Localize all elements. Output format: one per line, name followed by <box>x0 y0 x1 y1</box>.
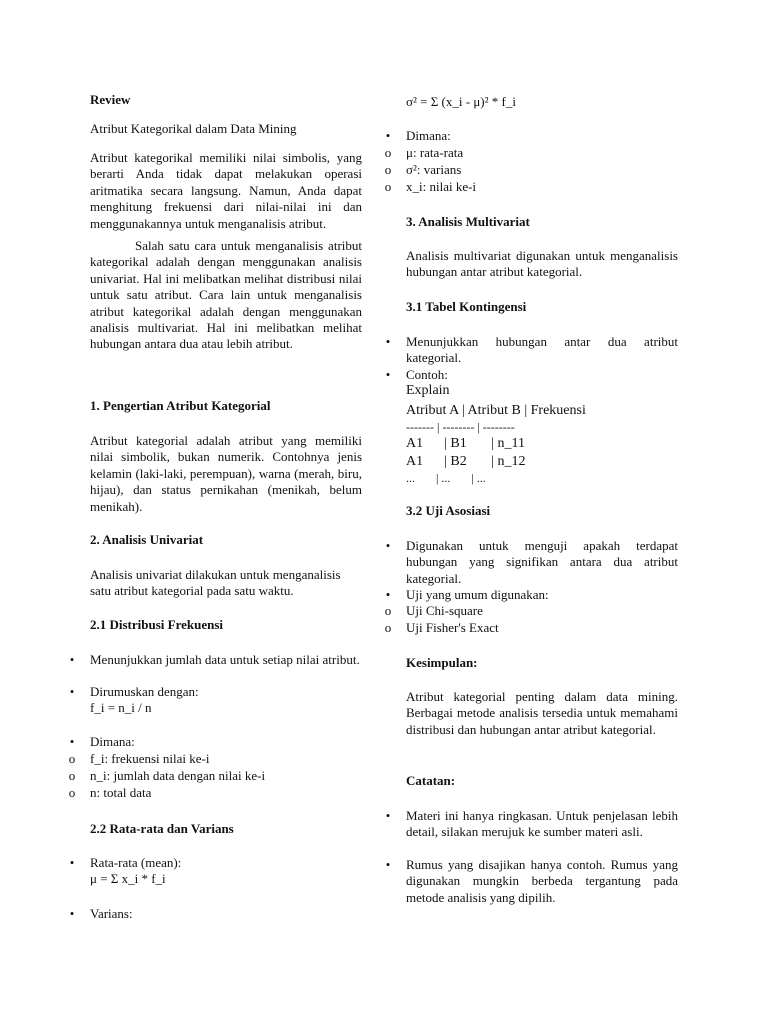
bullet-marker: • <box>385 334 391 349</box>
sub-list-item <box>384 145 678 161</box>
sub-list-item-text: σ²: varians <box>406 162 462 177</box>
list-item <box>69 652 362 668</box>
section-heading-2-1: 2.1 Distribusi Frekuensi <box>90 617 224 632</box>
list-item <box>385 808 678 841</box>
section-heading-3-2: 3.2 Uji Asosiasi <box>406 503 491 518</box>
sub-list-item-text: μ: rata-rata <box>406 145 464 160</box>
list-item <box>385 587 678 603</box>
list-item <box>385 128 678 144</box>
list-item-text: Digunakan untuk menguji apakah terdapat hubungan yang signifikan antara dua atribut kategorial. <box>406 538 678 586</box>
sub-list-item-text: f_i: frekuensi nilai ke-i <box>90 751 210 766</box>
list-item <box>385 538 678 587</box>
bullet-marker: • <box>385 857 391 872</box>
bullet-marker: • <box>69 684 75 699</box>
list-item <box>69 855 362 888</box>
circle-marker: o <box>384 145 392 160</box>
list-item-text: Dimana: <box>406 128 451 143</box>
table-row: A1 | B1 | n_11 <box>406 436 526 451</box>
list-item <box>385 334 678 367</box>
bullet-marker: • <box>385 128 391 143</box>
paragraph-multivariat: Analisis multivariat digunakan untuk menganalisis hubungan antar atribut kategorial. <box>406 248 678 280</box>
table-separator-row: ------- | -------- | -------- <box>406 420 515 434</box>
sub-list-item <box>384 162 678 178</box>
bullet-marker: • <box>69 906 75 921</box>
section-heading-3-1: 3.1 Tabel Kontingensi <box>406 299 527 314</box>
sub-list-item-text: x_i: nilai ke-i <box>406 179 477 194</box>
review-heading: Review <box>90 92 131 107</box>
table-row: ... | ... | ... <box>406 471 486 485</box>
list-item-text: Rumus yang disajikan hanya contoh. Rumus yang digunakan mungkin berbeda tergantung pada metode analisis yang dipilih. <box>406 857 678 905</box>
table-row: A1 | B2 | n_12 <box>406 454 526 469</box>
catatan-heading: Catatan: <box>406 773 456 788</box>
list-item-text: Materi ini hanya ringkasan. Untuk penjelasan lebih detail, silakan merujuk ke sumber materi asli. <box>406 808 678 840</box>
sub-list-item <box>384 603 678 619</box>
list-item-text: Menunjukkan jumlah data untuk setiap nilai atribut. <box>90 652 360 667</box>
table-header-row: Atribut A | Atribut B | Frekuensi <box>406 403 586 418</box>
section-heading-1: 1. Pengertian Atribut Kategorial <box>90 398 271 413</box>
list-item <box>69 906 362 922</box>
circle-marker: o <box>384 179 392 194</box>
formula: σ² = Σ (x_i - μ)² * f_i <box>406 94 516 109</box>
circle-marker: o <box>384 620 392 635</box>
explain-label: Explain <box>406 383 450 398</box>
list-item-text: Uji yang umum digunakan: <box>406 587 549 602</box>
sub-list-item-text: Uji Chi-square <box>406 603 483 618</box>
sub-list-item <box>68 768 362 784</box>
list-item <box>69 734 362 750</box>
list-item-text: Dimana: <box>90 734 135 749</box>
intro-paragraph-1: Atribut kategorikal memiliki nilai simbolis, yang berarti Anda tidak dapat melakukan operasi aritmatika secara langsung. Namun, Anda dapat menghitung frekuensi dari nilai-nilai ini dan menggunakannya untuk menganalisis atribut. <box>90 150 362 231</box>
sub-list-item-text: n_i: jumlah data dengan nilai ke-i <box>90 768 266 783</box>
circle-marker: o <box>384 162 392 177</box>
circle-marker: o <box>68 785 76 800</box>
list-item <box>385 857 678 906</box>
kesimpulan-heading: Kesimpulan: <box>406 655 478 670</box>
list-item <box>69 684 362 717</box>
intro-paragraph-2: Salah satu cara untuk menganalisis atribut kategorikal adalah dengan menggunakan analisis univariat. Hal ini melibatkan melihat distribusi nilai untuk satu atribut. Cara lain untuk menganalisis atribut kategorikal adalah dengan menggunakan analisis multivariat. Hal ini melibatkan melihat hubungan antara dua atau lebih atribut. <box>90 238 362 352</box>
formula: μ = Σ x_i * f_i <box>90 871 166 887</box>
section-heading-2-2: 2.2 Rata-rata dan Varians <box>90 821 234 836</box>
paragraph-pengertian: Atribut kategorial adalah atribut yang memiliki nilai simbolik, bukan numerik. Contohnya jenis kelamin (laki-laki, perempuan), warna (merah, biru, hijau), dan status pernikahan (menikah, belum menikah). <box>90 433 362 514</box>
bullet-marker: • <box>69 734 75 749</box>
bullet-marker: • <box>385 538 391 553</box>
circle-marker: o <box>68 751 76 766</box>
bullet-marker: • <box>69 652 75 667</box>
bullet-marker: • <box>385 808 391 823</box>
sub-list-item-text: n: total data <box>90 785 152 800</box>
sub-list-item <box>384 179 678 195</box>
sub-list-item <box>384 620 678 636</box>
bullet-marker: • <box>385 367 391 382</box>
list-item-text: Dirumuskan dengan: <box>90 684 199 699</box>
section-heading-2: 2. Analisis Univariat <box>90 532 204 547</box>
list-item-text: Contoh: <box>406 367 448 382</box>
list-item-text: Rata-rata (mean): <box>90 855 182 870</box>
list-item <box>385 367 678 383</box>
document-subtitle: Atribut Kategorikal dalam Data Mining <box>90 121 297 136</box>
circle-marker: o <box>384 603 392 618</box>
section-heading-3: 3. Analisis Multivariat <box>406 214 530 229</box>
sub-list-item-text: Uji Fisher's Exact <box>406 620 499 635</box>
circle-marker: o <box>68 768 76 783</box>
bullet-marker: • <box>385 587 391 602</box>
kesimpulan-paragraph: Atribut kategorial penting dalam data mining. Berbagai metode analisis tersedia untuk memahami distribusi dan hubungan antar atribut kategorial. <box>406 689 678 737</box>
sub-list-item <box>68 785 362 801</box>
list-item-text: Menunjukkan hubungan antar dua atribut kategorial. <box>406 334 678 366</box>
bullet-marker: • <box>69 855 75 870</box>
paragraph-univariat: Analisis univariat dilakukan untuk menganalisis satu atribut kategorial pada satu waktu. <box>90 567 341 599</box>
list-item-text: Varians: <box>90 906 133 921</box>
sub-list-item <box>68 751 362 767</box>
formula: f_i = n_i / n <box>90 700 152 716</box>
